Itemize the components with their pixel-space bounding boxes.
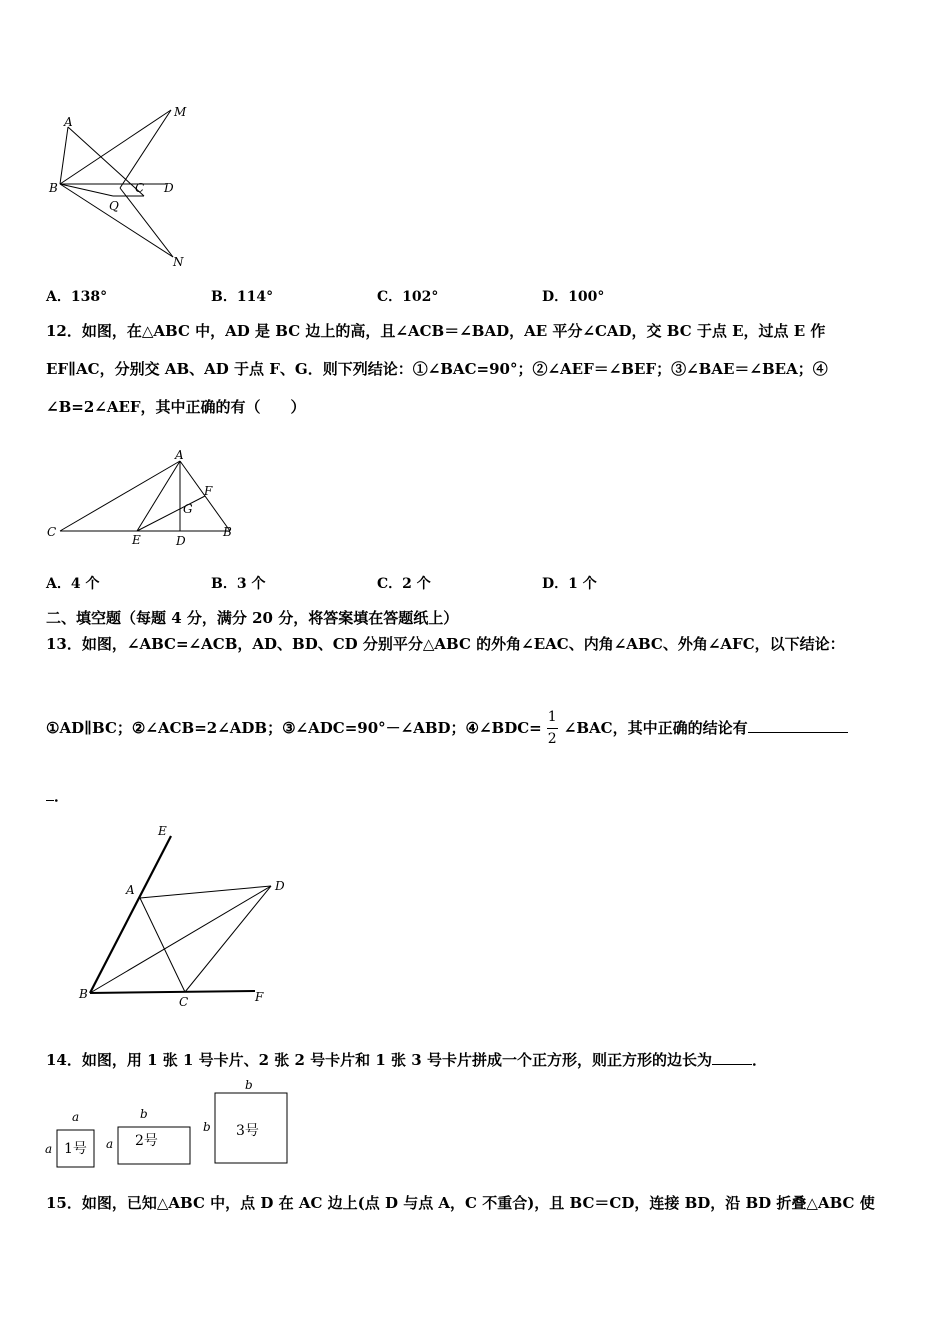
q11-option-d: D．100°: [542, 289, 605, 305]
q12-label-e: E: [132, 533, 141, 547]
q13-line-1: 13．如图，∠ABC=∠ACB，AD、BD、CD 分别平分△ABC 的外角∠EAC、内角∠ABC、外角∠AFC，以下结论：: [46, 635, 845, 653]
q11-label-c: C: [135, 181, 145, 195]
q12-label-d: D: [176, 534, 186, 548]
card2-side-label: a: [106, 1137, 114, 1151]
q11-label-q: Q: [109, 199, 119, 213]
card1-side-label: a: [45, 1142, 53, 1156]
q13-label-b: B: [79, 987, 88, 1001]
q13-label-e: E: [158, 824, 167, 838]
q13-fraction: [546, 709, 560, 749]
q11-option-b: B．114°: [211, 289, 274, 305]
q13-line-2: [46, 708, 848, 749]
card3-side-label: b: [203, 1120, 211, 1134]
q12-option-a: A．4 个: [46, 576, 100, 592]
q12-line-1: 12．如图，在△ABC 中，AD 是 BC 边上的高，且∠ACB＝∠BAD，AE 平分∠CAD，交 BC 于点 E，过点 E 作: [46, 322, 826, 340]
q12-label-g: G: [183, 502, 193, 516]
card1-label: 1号: [64, 1141, 87, 1157]
q13-label-c: C: [179, 995, 189, 1009]
q12-label-b: B: [223, 525, 232, 539]
q13-line-2-before: ①AD∥BC；②∠ACB=2∠ADB；③∠ADC=90°－∠ABD；④∠BDC=: [46, 719, 542, 737]
q12-figure: [40, 445, 240, 550]
q12-option-b: B．3 个: [211, 576, 266, 592]
q12-label-c: C: [47, 525, 57, 539]
q13-line-2-after: ∠BAC，其中正确的结论有: [563, 719, 748, 737]
q11-label-b: B: [49, 181, 58, 195]
card1-top-label: a: [72, 1110, 80, 1124]
q13-frac-num: 1: [547, 709, 557, 725]
q14-cards-figure: [40, 1075, 300, 1175]
section-heading: 二、填空题（每题 4 分，满分 20 分，将答案填在答题纸上）: [46, 609, 459, 627]
q13-answer-blank[interactable]: [748, 718, 848, 733]
q13-line-3: ．: [46, 785, 69, 806]
card2-top-label: b: [140, 1107, 148, 1121]
q12-label-a: A: [175, 448, 184, 462]
q11-label-a: A: [64, 115, 73, 129]
q13-label-a: A: [126, 883, 135, 897]
card3-label: 3号: [236, 1123, 259, 1139]
q12-line-3: ∠B=2∠AEF，其中正确的有（ ）: [46, 398, 306, 416]
card2-label: 2号: [135, 1133, 158, 1149]
q13-label-d: D: [275, 879, 285, 893]
q14-text: 14．如图，用 1 张 1 号卡片、2 张 2 号卡片和 1 张 3 号卡片拼成一个正方形，则正方形的边长为 ．: [46, 1051, 767, 1069]
q13-answer-blank-end[interactable]: [46, 788, 54, 801]
card3-top-label: b: [245, 1078, 253, 1092]
q12-line-2: EF∥AC，分别交 AB、AD 于点 F、G．则下列结论：①∠BAC=90°；②∠AEF＝∠BEF；③∠BAE＝∠BEA；④: [46, 360, 828, 378]
q12-option-c: C．2 个: [377, 576, 431, 592]
q11-label-d: D: [164, 181, 174, 195]
q13-frac-den: 2: [547, 731, 557, 747]
q11-option-c: C．102°: [377, 289, 439, 305]
q11-label-n: N: [173, 255, 184, 269]
q14-answer-blank[interactable]: [712, 1052, 752, 1065]
q13-figure: [75, 820, 300, 1010]
q13-label-f: F: [255, 990, 264, 1004]
q12-option-d: D．1 个: [542, 576, 597, 592]
q15-text: 15．如图，已知△ABC 中，点 D 在 AC 边上(点 D 与点 A，C 不重合)，且 BC＝CD，连接 BD，沿 BD 折叠△ABC 使: [46, 1194, 875, 1212]
q11-option-a: A．138°: [46, 289, 108, 305]
q11-figure: [40, 100, 200, 270]
q12-label-f: F: [204, 484, 213, 498]
q11-label-m: M: [174, 105, 187, 119]
